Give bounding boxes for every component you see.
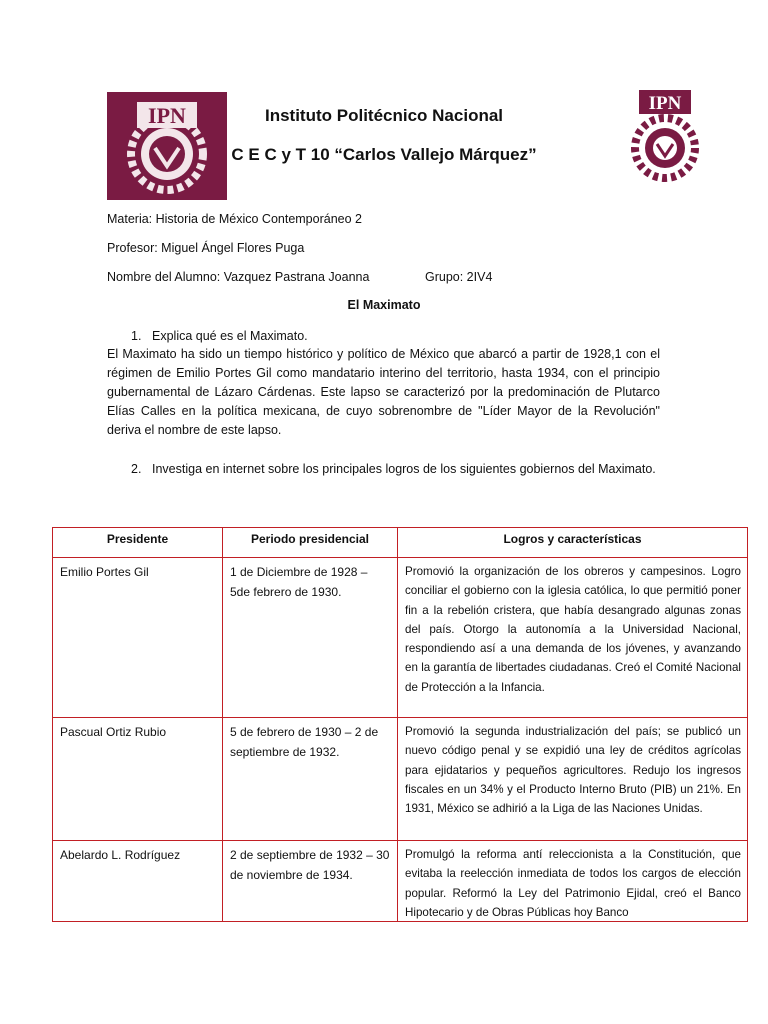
question-1 xyxy=(131,326,308,346)
ipn-logo-right xyxy=(625,86,705,192)
table-row xyxy=(53,841,748,922)
cell-logros: Promovió la segunda industrialización del país; se publicó un nuevo código penal y se expidió una ley de créditos agrícolas para ejidatarios y pequeños agricultores. Redujo los ingresos fiscales en un 34% y el Producto Interno Bruto (PIB) un 21%. En 1931, México se adhirió a la Liga de las Naciones Unidas. xyxy=(398,718,748,841)
section-title: El Maximato xyxy=(347,298,421,312)
cell-periodo: 1 de Diciembre de 1928 – 5de febrero de 1930. xyxy=(223,558,398,718)
presidents-table xyxy=(52,527,748,922)
cell-periodo: 5 de febrero de 1930 – 2 de septiembre de 1932. xyxy=(223,718,398,841)
question-text: Investiga en internet sobre los principales logros de los siguientes gobiernos del Maximato. xyxy=(152,462,656,476)
question-text: Explica qué es el Maximato. xyxy=(152,329,308,343)
cell-logros-text: Promulgó la reforma antí releccionista a la Constitución, que evitaba la reelección inmediata de todos los cargos de elección popular. Reformó la Ley del Patrimonio Ejidal, creó el Banco Hipotecario y de Obras Públicas hoy Banco xyxy=(405,848,741,919)
table-row xyxy=(53,558,748,718)
cell-logros: Promovió la organización de los obreros y campesinos. Logro conciliar el gobierno con la iglesia católica, lo que permitió poner fin a la rebelión cristera, que había desangrado algunas zonas del país. Otorgo la autonomía a la Universidad Nacional, respondiendo así a una demanda de los jóvenes, y avanzando en la garantía de libertades ciudadanas. Creó el Comité Nacional de Protección a la Infancia. xyxy=(398,558,748,718)
svg-text:IPN: IPN xyxy=(148,103,186,128)
school-title: C E C y T 10 “Carlos Vallejo Márquez” xyxy=(231,145,537,164)
header-logros: Logros y características xyxy=(398,528,748,558)
question-number: 1. xyxy=(131,329,142,343)
institution-title: Instituto Politécnico Nacional xyxy=(264,106,504,125)
header-presidente: Presidente xyxy=(53,528,223,558)
materia-line: Materia: Historia de México Contemporáneo 2 xyxy=(107,212,362,226)
ipn-logo-icon xyxy=(625,86,705,192)
question-2 xyxy=(131,459,659,479)
alumno-line: Nombre del Alumno: Vazquez Pastrana Joanna xyxy=(107,270,370,284)
cell-periodo: 2 de septiembre de 1932 – 30 de noviembre de 1934. xyxy=(223,841,398,922)
table-header-row xyxy=(53,528,748,558)
profesor-line: Profesor: Miguel Ángel Flores Puga xyxy=(107,241,305,255)
question-number: 2. xyxy=(131,462,142,476)
table-row xyxy=(53,718,748,841)
grupo-line: Grupo: 2IV4 xyxy=(425,270,493,284)
cell-presidente: Abelardo L. Rodríguez xyxy=(53,841,223,922)
cell-logros xyxy=(398,841,748,922)
svg-text:IPN: IPN xyxy=(648,93,682,114)
cell-presidente: Emilio Portes Gil xyxy=(53,558,223,718)
cell-presidente: Pascual Ortiz Rubio xyxy=(53,718,223,841)
header-periodo: Periodo presidencial xyxy=(223,528,398,558)
answer-paragraph: El Maximato ha sido un tiempo histórico y político de México que abarcó a partir de 1928,1 con el régimen de Emilio Portes Gil como mandatario interino del territorio, hasta 1934, con el principio gubernamental de Lázaro Cárdenas. Este lapso se caracterizó por la predominación de Plutarco Elías Calles en la política mexicana, de cuyo sobrenombre de "Líder Mayor de la Revolución" deriva el nombre de este lapso. xyxy=(107,347,660,437)
